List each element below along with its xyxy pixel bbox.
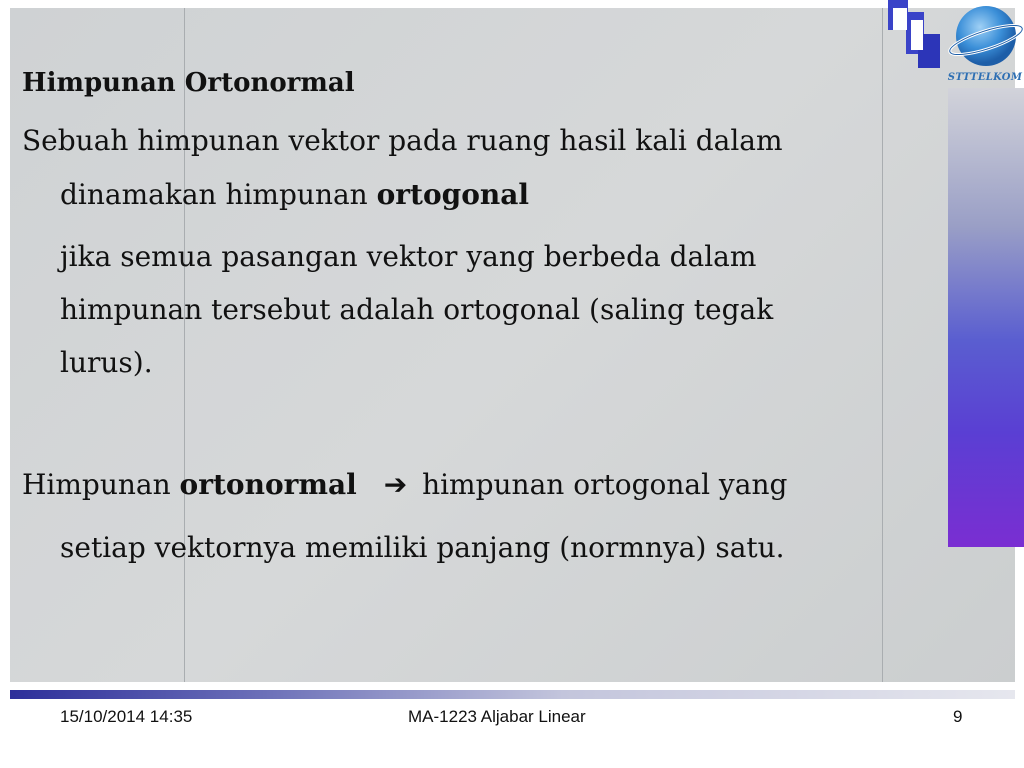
guide-line-right (882, 8, 883, 682)
footer-page-number: 9 (953, 707, 963, 726)
paragraph-line (60, 178, 529, 211)
slide-background (10, 8, 1015, 682)
paragraph-line: himpunan tersebut adalah ortogonal (saling tegak (60, 293, 774, 326)
logo-text: STTTELKOM (947, 72, 1023, 83)
paragraph-line: Sebuah himpunan vektor pada ruang hasil kali dalam (22, 124, 783, 157)
paragraph-line (22, 468, 787, 501)
guide-line-left (184, 8, 185, 682)
side-gradient-bar (948, 88, 1024, 547)
arrow-right-icon: ➔ (383, 468, 408, 501)
paragraph-line: lurus). (60, 346, 153, 379)
deco-square-inner (911, 20, 923, 50)
footer-course: MA-1223 Aljabar Linear (408, 707, 586, 726)
bold-term: ortogonal (376, 178, 530, 211)
slide-title: Himpunan Ortonormal (22, 68, 355, 98)
bold-term: ortonormal (179, 468, 357, 501)
text-span: dinamakan himpunan (60, 178, 377, 211)
text-span: himpunan ortogonal yang (422, 468, 788, 501)
paragraph-line: setiap vektornya memiliki panjang (normnya) satu. (60, 531, 785, 564)
footer-bar (10, 690, 1015, 699)
footer-date: 15/10/2014 14:35 (60, 707, 193, 726)
deco-square-inner (893, 8, 907, 30)
paragraph-line: jika semua pasangan vektor yang berbeda dalam (60, 240, 757, 273)
text-span: Himpunan (22, 468, 180, 501)
